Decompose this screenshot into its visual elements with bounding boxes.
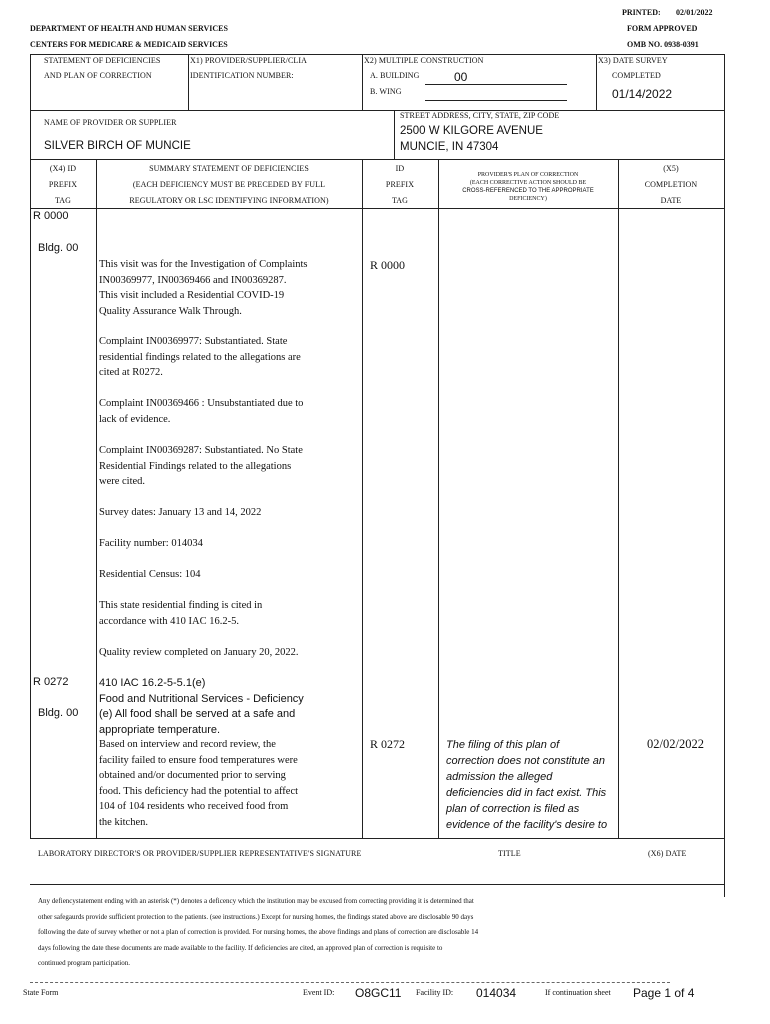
statement-label-1: STATEMENT OF DEFICIENCIES — [44, 56, 161, 65]
bldg-r0272: Bldg. 00 — [38, 707, 79, 719]
address-line-2: MUNCIE, IN 47304 — [400, 141, 499, 153]
x5-label-3: DATE — [660, 196, 682, 205]
id-label-1: ID — [395, 164, 405, 173]
omb-number: OMB NO. 0938-0391 — [627, 40, 699, 49]
plan-label-1: PROVIDER'S PLAN OF CORRECTION — [477, 172, 579, 178]
id-label-3: TAG — [391, 196, 409, 205]
x1-label-2: IDENTIFICATION NUMBER: — [190, 71, 294, 80]
finding-text: Based on interview and record review, the facility failed to ensure food temperatures were obtained and/or documented prior to serving food. This deficiency had the potential to affect 104 of 104 residents who received food from the kitchen. — [99, 739, 299, 828]
facility-number: Facility number: 014034 — [99, 538, 203, 549]
x4-label-1: (X4) ID — [49, 164, 77, 173]
summary-label-3: REGULATORY OR LSC IDENTIFYING INFORMATION) — [129, 196, 329, 205]
x1-label-1: X1) PROVIDER/SUPPLIER/CLIA — [190, 56, 308, 65]
summary-label-2: (EACH DEFICIENCY MUST BE PRECEDED BY FULL — [132, 180, 326, 189]
plan-label-2: (EACH CORRECTIVE ACTION SHOULD BE — [469, 180, 587, 186]
continuation-label: If continuation sheet — [545, 988, 611, 997]
building-label: A. BUILDING — [370, 71, 420, 80]
printed-label: PRINTED: — [622, 8, 661, 17]
residential-census: Residential Census: 104 — [99, 569, 201, 580]
signature-label: LABORATORY DIRECTOR'S OR PROVIDER/SUPPLIER REPRESENTATIVE'S SIGNATURE — [38, 849, 362, 858]
x3-label-1: X3) DATE SURVEY — [598, 56, 668, 65]
complaint-2: Complaint IN00369466 : Unsubstantiated due to lack of evidence. — [99, 398, 304, 425]
tag-r0272-right: R 0272 — [370, 737, 406, 751]
tag-r0000-right: R 0000 — [370, 258, 406, 272]
x2-label: X2) MULTIPLE CONSTRUCTION — [364, 56, 484, 65]
complaint-1: Complaint IN00369977: Substantiated. State residential findings related to the allegations are cited at R0272. — [99, 336, 301, 378]
facility-id-label: Facility ID: — [416, 988, 454, 997]
address-line-1: 2500 W KILGORE AVENUE — [400, 125, 543, 137]
tag-r0272: R 0272 — [33, 676, 69, 688]
x6-date-label: (X6) DATE — [648, 849, 687, 858]
tag-r0000: R 0000 — [33, 210, 69, 222]
intro-text: This visit was for the Investigation of Complaints IN00369977, IN00369466 and IN00369287. This visit included a Residential COVID-19 Quality Assurance Walk Through. — [99, 259, 308, 317]
event-id-value: O8GC11 — [355, 986, 402, 1000]
title-label: TITLE — [498, 849, 521, 858]
provider-name: SILVER BIRCH OF MUNCIE — [44, 140, 191, 152]
complaint-3: Complaint IN00369287: Substantiated. No State Residential Findings related to the allegations were cited. — [99, 445, 303, 487]
x4-label-3: TAG — [54, 196, 72, 205]
centers-name: CENTERS FOR MEDICARE & MEDICAID SERVICES — [30, 40, 228, 49]
footnote: Any defiencystatement ending with an asterisk (*) denotes a deficency which the institution may be excused from correcting providing it is determined that other safegaurds provide sufficient protection to the patients. (see instructions.) Except for nursing homes, the findings stated above are disclosable 90 days following the date of survey whether or not a plan of correction is provided. For nursing homes, the above findings and plans of correction are disclosable 14 days following the date these documents are made available to the facility. If deficiencies are cited, an approved plan of correction is requisite to continued program participation. — [38, 897, 479, 967]
summary-label-1: SUMMARY STATEMENT OF DEFICIENCIES — [149, 164, 309, 173]
plan-label-3: CROSS-REFERENCED TO THE APPROPRIATE — [462, 188, 594, 194]
x4-label-2: PREFIX — [48, 180, 78, 189]
plan-of-correction-text: The filing of this plan of correction does not constitute an admission the alleged deficiencies did in fact exist. This plan of correction is filed as evidence of the facility's desire to — [446, 739, 608, 831]
printed-date: 02/01/2022 — [676, 8, 713, 17]
building-value: 00 — [454, 70, 468, 84]
x3-label-2: COMPLETED — [612, 71, 661, 80]
page-number: Page 1 of 4 — [633, 986, 695, 1000]
provider-name-label: NAME OF PROVIDER OR SUPPLIER — [44, 118, 177, 127]
event-id-label: Event ID: — [303, 988, 335, 997]
statement-label-2: AND PLAN OF CORRECTION — [44, 71, 152, 80]
x5-label-1: (X5) — [663, 164, 679, 173]
completion-date: 02/02/2022 — [647, 737, 704, 751]
facility-id-value: 014034 — [476, 986, 517, 1000]
state-form-label: State Form — [23, 988, 59, 997]
x5-label-2: COMPLETION — [644, 180, 698, 189]
address-label: STREET ADDRESS, CITY, STATE, ZIP CODE — [400, 111, 560, 120]
cited-text: This state residential finding is cited in accordance with 410 IAC 16.2-5. — [99, 600, 263, 627]
wing-label: B. WING — [370, 87, 402, 96]
survey-completed-date: 01/14/2022 — [612, 87, 673, 101]
survey-dates: Survey dates: January 13 and 14, 2022 — [99, 507, 262, 518]
bldg-r0000: Bldg. 00 — [38, 242, 79, 254]
plan-label-4: DEFICIENCY) — [509, 196, 547, 202]
department-name: DEPARTMENT OF HEALTH AND HUMAN SERVICES — [30, 24, 228, 33]
id-label-2: PREFIX — [385, 180, 415, 189]
regulation-text: 410 IAC 16.2-5-5.1(e) Food and Nutritional Services - Deficiency (e) All food shall be served at a safe and appropriate temperature. — [99, 677, 304, 736]
form-approved: FORM APPROVED — [627, 24, 698, 33]
quality-review: Quality review completed on January 20, 2022. — [99, 647, 299, 658]
